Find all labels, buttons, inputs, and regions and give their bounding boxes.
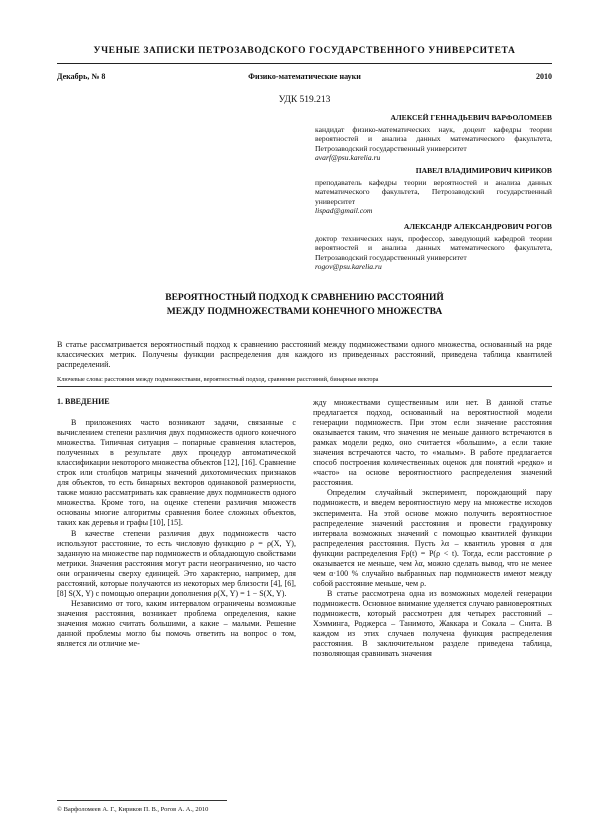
paragraph: Независимо от того, каким интервалом ограничены возможные значения расстояния, возникает проблема определения, какие значения можно считать большими, а какие – малыми. Решение данной проблемы могло бы помочь ответить на вопрос о том, является ли отличие ме-: [57, 598, 296, 649]
author-block: [315, 222, 552, 272]
left-column: [57, 418, 296, 649]
journal-title: УЧЕНЫЕ ЗАПИСКИ ПЕТРОЗАВОДСКОГО ГОСУДАРСТВЕННОГО УНИВЕРСИТЕТА: [93, 46, 516, 56]
author-block: [315, 113, 552, 163]
paragraph: жду множествами существенным или нет. В данной статье предлагается подход, основанный на вероятностной модели генерации подмножеств. При этом если значение расстояния оказывается таким, что значения не меньше данного встречаются в рамках модели редко, оно считается «большим», а если такие значения встречаются часто, то «малым». В работе предлагается способ построения количественных оценок для понятий «редко» и «часто» на основе вероятностного распределения значений расстояния.: [313, 398, 552, 488]
paragraph: В приложениях часто возникают задачи, связанные с вычислением степени различия двух подмножеств одного конечного множества. Типичная ситуация – попарные сравнения кластеров, полученных в результате двух процедур автоматической классификации некоторого множества объектов [12], [16]. Сравнение строк или столбцов матрицы значений дихотомических признаков для объектов, то есть бинарных векторов одинаковой размерности, также можно рассматривать как сравнение двух подмножеств одного множества. Кроме того, на оценке степени различия множеств основаны многие алгоритмы сравнения более сложных объектов, таких как деревья и графы [10], [15].: [57, 418, 296, 528]
right-column: [313, 398, 552, 659]
author-affiliation: кандидат физико-математических наук, доцент кафедры теории вероятностей и анализа данных математического факультета, Петрозаводский государственный университет: [315, 124, 552, 153]
abstract-rule: [57, 386, 552, 387]
author-email: avarf@psu.karelia.ru: [315, 153, 381, 163]
journal-section: Физико-математические науки: [248, 72, 361, 81]
header-rule: [57, 63, 552, 64]
article-title: [0, 291, 609, 319]
author-name: АЛЕКСАНДР АЛЕКСАНДРОВИЧ РОГОВ: [403, 222, 552, 231]
article-title-line: ВЕРОЯТНОСТНЫЙ ПОДХОД К СРАВНЕНИЮ РАССТОЯНИЙ: [165, 293, 444, 303]
author-email: rogov@psu.karelia.ru: [315, 262, 382, 272]
article-title-line: МЕЖДУ ПОДМНОЖЕСТВАМИ КОНЕЧНОГО МНОЖЕСТВА: [166, 307, 443, 317]
paragraph: Определим случайный эксперимент, порождающий пару подмножеств, и введем вероятностную меру на множестве исходов эксперимента. На этой основе можно получить вероятностное распределение значений расстояния и провести градуировку интервала возможных значений с помощью квантилей функции распределения расстояния. Пусть λα – квантиль уровня α для функции распределения Fρ(t) = P(ρ < t). Тогда, если расстояние ρ оказывается не меньше, чем λα, можно сделать вывод, что не менее чем α·100 % случайно выбранных пар подмножеств имеют между собой расстояние меньше, чем ρ.: [313, 488, 552, 588]
paragraph: В качестве степени различия двух подмножеств часто используют расстояние, то есть числовую функцию ρ = ρ(X, Y), заданную на множестве пар подмножеств и обладающую свойствами метрики. Значения расстояния могут расти неограниченно, но часто они ограничены сверху единицей. Это характерно, например, для расстояний, которые получаются из некоторых мер близости [4], [6], [8] S(X, Y) с помощью операции дополнения ρ(X, Y) = 1 − S(X, Y).: [57, 528, 296, 598]
author-email: lispad@gmail.com: [315, 206, 373, 216]
author-name: ПАВЕЛ ВЛАДИМИРОВИЧ КИРИКОВ: [415, 166, 552, 175]
issue-number: Декабрь, № 8: [57, 72, 106, 81]
footnote-rule: [57, 800, 227, 801]
keywords: Ключевые слова: расстояния между подмножествами, вероятностный подход, сравнение расстояний, бинарные вектора: [57, 376, 379, 383]
abstract: В статье рассматривается вероятностный подход к сравнению расстояний между подмножествами одного множества, основанный на ряде классических метрик. Получены функции распределения для каждого из приведенных расстояний, приведена таблица квантилей распределений.: [57, 340, 552, 370]
udk-code: УДК 519.213: [278, 95, 331, 105]
author-affiliation: доктор технических наук, профессор, заведующий кафедрой теории вероятностей и анализа данных математического факультета, Петрозаводский государственный университет: [315, 233, 552, 262]
author-block: [315, 166, 552, 216]
author-affiliation: преподаватель кафедры теории вероятностей и анализа данных математического факультета, Петрозаводский государственный университет: [315, 177, 552, 206]
paragraph: В статье рассмотрена одна из возможных моделей генерации подмножеств. Основное внимание уделяется случаю равновероятных подмножеств, который рассмотрен для четырех расстояний – Хэмминга, Роджерса – Танимото, Жаккара и Сокала – Снита. В каждом из этих случаев получена функция распределения расстояния. В заключительном разделе приведена таблица, позволяющая сравнивать значения: [313, 588, 552, 659]
section-heading: 1. ВВЕДЕНИЕ: [57, 397, 110, 406]
issue-year: 2010: [536, 72, 552, 81]
copyright: © Варфоломеев А. Г., Кириков П. В., Рогов А. А., 2010: [57, 806, 209, 813]
author-name: АЛЕКСЕЙ ГЕННАДЬЕВИЧ ВАРФОЛОМЕЕВ: [390, 113, 552, 122]
